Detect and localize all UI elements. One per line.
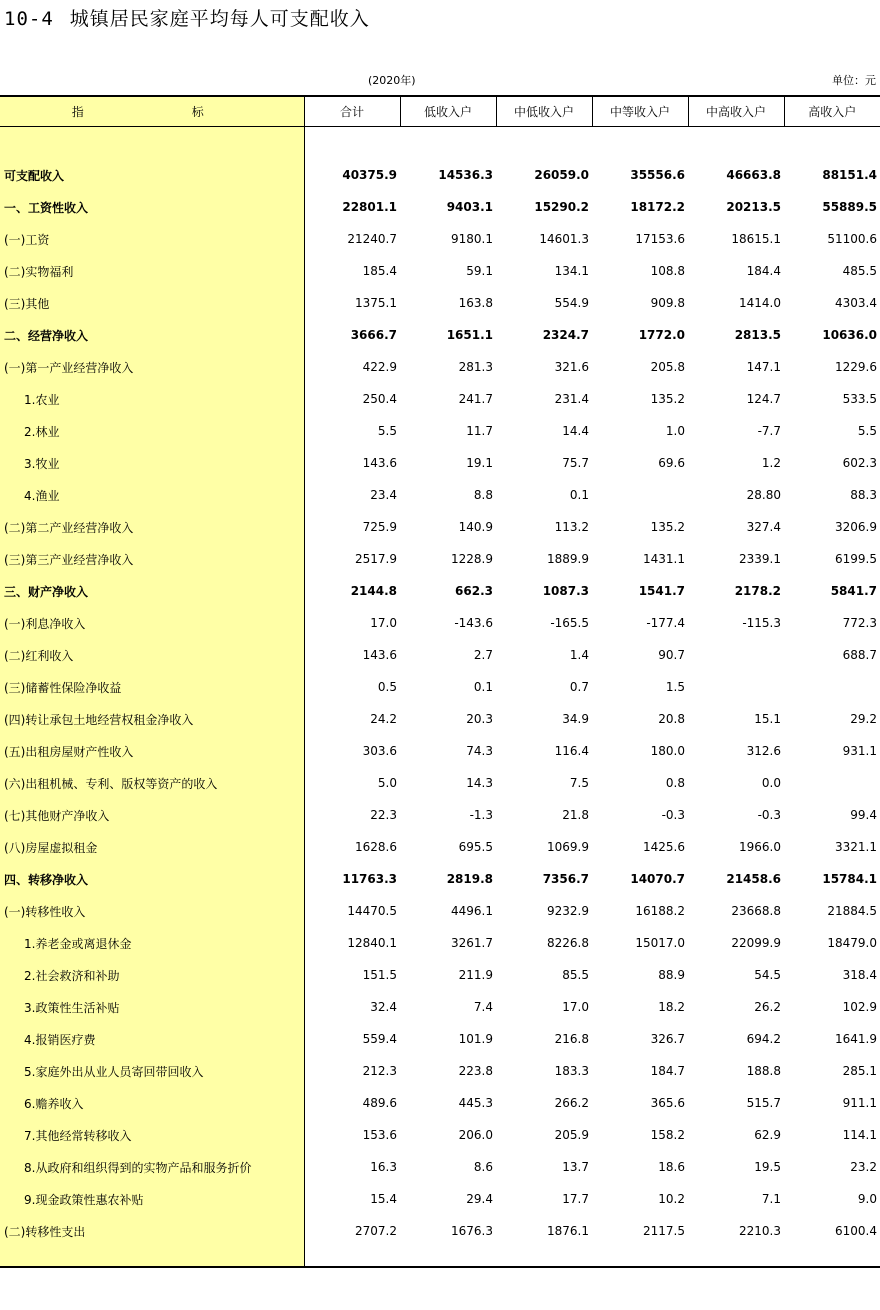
value-cell: 143.6 [362, 456, 397, 470]
value-cell: 303.6 [362, 744, 397, 758]
value-cell: 515.7 [746, 1096, 781, 1110]
row-label: (四)转让承包土地经营权租金净收入 [0, 703, 304, 735]
value-cell: 318.4 [842, 968, 877, 982]
value-cell: 2339.1 [739, 552, 781, 566]
closing-row [0, 1247, 880, 1267]
row-label: 5.家庭外出从业人员寄回带回收入 [0, 1055, 304, 1087]
value-cell: 1889.9 [547, 552, 589, 566]
table-row [0, 767, 880, 799]
value-cell: 69.6 [658, 456, 685, 470]
header-row [0, 96, 880, 127]
value-cell: 23668.8 [731, 904, 781, 918]
row-label: (一)转移性收入 [0, 895, 304, 927]
value-cell: 16188.2 [635, 904, 685, 918]
value-cell: 62.9 [754, 1128, 781, 1142]
value-cell: 2819.8 [446, 872, 493, 886]
value-cell: 4496.1 [451, 904, 493, 918]
value-cell: 3321.1 [835, 840, 877, 854]
value-cell: 163.8 [458, 296, 493, 310]
value-cell: 75.7 [562, 456, 589, 470]
value-cell: 0.0 [761, 776, 781, 790]
table-row [0, 447, 880, 479]
value-cell: 18172.2 [630, 200, 685, 214]
value-cell: 114.1 [842, 1128, 877, 1142]
column-header-middle: 中等收入户 [592, 96, 688, 127]
value-cell: 662.3 [455, 584, 493, 598]
value-cell: 1.0 [665, 424, 685, 438]
value-cell: 90.7 [658, 648, 685, 662]
value-cell: 184.7 [650, 1064, 685, 1078]
table-row [0, 895, 880, 927]
value-cell: 19.5 [754, 1160, 781, 1174]
value-cell: -177.4 [646, 616, 685, 630]
value-cell: 18615.1 [731, 232, 781, 246]
value-cell: 183.3 [554, 1064, 589, 1078]
value-cell: 216.8 [554, 1032, 589, 1046]
value-cell [784, 767, 880, 799]
value-cell: 489.6 [362, 1096, 397, 1110]
value-cell: 1431.1 [643, 552, 685, 566]
value-cell: 21458.6 [726, 872, 781, 886]
value-cell: 14601.3 [539, 232, 589, 246]
value-cell: 554.9 [554, 296, 589, 310]
value-cell: 140.9 [458, 520, 493, 534]
value-cell: 3666.7 [350, 328, 397, 342]
value-cell: 24.2 [370, 712, 397, 726]
value-cell: 1772.0 [638, 328, 685, 342]
row-label: (六)出租机械、专利、版权等资产的收入 [0, 767, 304, 799]
value-cell: 21884.5 [827, 904, 877, 918]
value-cell: 1641.9 [835, 1032, 877, 1046]
value-cell: 205.8 [650, 360, 685, 374]
value-cell: -165.5 [550, 616, 589, 630]
value-cell: 15017.0 [635, 936, 685, 950]
row-label: 7.其他经常转移收入 [0, 1119, 304, 1151]
value-cell: 153.6 [362, 1128, 397, 1142]
column-header-high: 高收入户 [784, 96, 880, 127]
value-cell: 2707.2 [355, 1224, 397, 1238]
table-row [0, 575, 880, 607]
value-cell: 16.3 [370, 1160, 397, 1174]
value-cell: 2117.5 [643, 1224, 685, 1238]
table-row [0, 351, 880, 383]
value-cell: 0.1 [569, 488, 589, 502]
value-cell: 55889.5 [822, 200, 877, 214]
value-cell: 602.3 [842, 456, 877, 470]
value-cell: 8.6 [473, 1160, 493, 1174]
table-row [0, 959, 880, 991]
table-body [0, 127, 880, 1268]
value-cell: 2144.8 [350, 584, 397, 598]
value-cell [592, 479, 688, 511]
value-cell: 85.5 [562, 968, 589, 982]
table-row [0, 927, 880, 959]
closing-cell [304, 1247, 880, 1267]
value-cell: 10636.0 [822, 328, 877, 342]
table-row [0, 255, 880, 287]
value-cell: 26.2 [754, 1000, 781, 1014]
value-cell: 22801.1 [342, 200, 397, 214]
row-label: (一)利息净收入 [0, 607, 304, 639]
value-cell: 911.1 [842, 1096, 877, 1110]
value-cell: 1228.9 [451, 552, 493, 566]
row-label: (七)其他财产净收入 [0, 799, 304, 831]
value-cell: 23.4 [370, 488, 397, 502]
table-row [0, 1215, 880, 1247]
column-header-lower-middle: 中低收入户 [496, 96, 592, 127]
value-cell: 422.9 [362, 360, 397, 374]
table-row [0, 319, 880, 351]
table-row [0, 191, 880, 223]
value-cell: 185.4 [362, 264, 397, 278]
value-cell: 205.9 [554, 1128, 589, 1142]
value-cell: 326.7 [650, 1032, 685, 1046]
value-cell: 1651.1 [446, 328, 493, 342]
value-cell: 1229.6 [835, 360, 877, 374]
value-cell: 11763.3 [342, 872, 397, 886]
table-row [0, 543, 880, 575]
value-cell: 7.5 [569, 776, 589, 790]
value-cell: 135.2 [650, 520, 685, 534]
value-cell: 5.5 [377, 424, 397, 438]
value-cell: 281.3 [458, 360, 493, 374]
row-label: (三)储蓄性保险净收益 [0, 671, 304, 703]
value-cell: 12840.1 [347, 936, 397, 950]
value-cell: -143.6 [454, 616, 493, 630]
table-row [0, 735, 880, 767]
table-row [0, 1151, 880, 1183]
table-number: 10-4 [4, 8, 54, 30]
row-label: 4.渔业 [0, 479, 304, 511]
value-cell: 14470.5 [347, 904, 397, 918]
value-cell: 11.7 [466, 424, 493, 438]
value-cell: 9.0 [857, 1192, 877, 1206]
value-cell: -0.3 [757, 808, 781, 822]
table-row [0, 863, 880, 895]
value-cell: 20.3 [466, 712, 493, 726]
row-label: (一)第一产业经营净收入 [0, 351, 304, 383]
value-cell: 20213.5 [726, 200, 781, 214]
spacer-cell [0, 127, 304, 160]
table-row [0, 223, 880, 255]
value-cell: 124.7 [746, 392, 781, 406]
table-row [0, 703, 880, 735]
value-cell [784, 671, 880, 703]
value-cell: 6100.4 [835, 1224, 877, 1238]
value-cell: 143.6 [362, 648, 397, 662]
value-cell: 15.4 [370, 1192, 397, 1206]
value-cell: 135.2 [650, 392, 685, 406]
row-label: (二)实物福利 [0, 255, 304, 287]
value-cell: 14536.3 [438, 168, 493, 182]
value-cell: 20.8 [658, 712, 685, 726]
value-cell: 211.9 [458, 968, 493, 982]
value-cell: 14070.7 [630, 872, 685, 886]
value-cell: 88.3 [850, 488, 877, 502]
row-label: 9.现金政策性惠农补贴 [0, 1183, 304, 1215]
value-cell: 7.1 [761, 1192, 781, 1206]
value-cell: 180.0 [650, 744, 685, 758]
value-cell: 1541.7 [638, 584, 685, 598]
value-cell: 18.6 [658, 1160, 685, 1174]
value-cell: 59.1 [466, 264, 493, 278]
value-cell: 2178.2 [734, 584, 781, 598]
value-cell: 285.1 [842, 1064, 877, 1078]
value-cell: 74.3 [466, 744, 493, 758]
column-header-upper-middle: 中高收入户 [688, 96, 784, 127]
table-row [0, 1055, 880, 1087]
table-row [0, 479, 880, 511]
value-cell: 9403.1 [446, 200, 493, 214]
column-header-total: 合计 [304, 96, 400, 127]
value-cell: 223.8 [458, 1064, 493, 1078]
value-cell: 35556.6 [630, 168, 685, 182]
row-label: (三)第三产业经营净收入 [0, 543, 304, 575]
value-cell: 0.8 [665, 776, 685, 790]
value-cell: 116.4 [554, 744, 589, 758]
value-cell: -1.3 [469, 808, 493, 822]
value-cell: 17.0 [370, 616, 397, 630]
value-cell: 54.5 [754, 968, 781, 982]
value-cell: 694.2 [746, 1032, 781, 1046]
value-cell: 312.6 [746, 744, 781, 758]
row-label: 三、财产净收入 [0, 575, 304, 607]
row-label: 1.养老金或离退休金 [0, 927, 304, 959]
value-cell: 158.2 [650, 1128, 685, 1142]
row-label: (二)转移性支出 [0, 1215, 304, 1247]
value-cell: 2210.3 [739, 1224, 781, 1238]
row-label: 4.报销医疗费 [0, 1023, 304, 1055]
value-cell: 15784.1 [822, 872, 877, 886]
value-cell: 102.9 [842, 1000, 877, 1014]
value-cell: 32.4 [370, 1000, 397, 1014]
value-cell: 88151.4 [822, 168, 877, 182]
value-cell: 1425.6 [643, 840, 685, 854]
value-cell: 28.80 [746, 488, 781, 502]
value-cell: -7.7 [757, 424, 781, 438]
table-row [0, 287, 880, 319]
table-row [0, 1119, 880, 1151]
row-label: (五)出租房屋财产性收入 [0, 735, 304, 767]
value-cell: -115.3 [742, 616, 781, 630]
value-cell: 1.4 [569, 648, 589, 662]
value-cell: 151.5 [362, 968, 397, 982]
table-row [0, 383, 880, 415]
value-cell: 18479.0 [827, 936, 877, 950]
value-cell: 113.2 [554, 520, 589, 534]
value-cell: 695.5 [458, 840, 493, 854]
value-cell: 559.4 [362, 1032, 397, 1046]
table-row [0, 511, 880, 543]
value-cell: 9232.9 [547, 904, 589, 918]
row-label: 8.从政府和组织得到的实物产品和服务折价 [0, 1151, 304, 1183]
value-cell: 206.0 [458, 1128, 493, 1142]
row-label: (一)工资 [0, 223, 304, 255]
value-cell: 29.4 [466, 1192, 493, 1206]
value-cell: 22.3 [370, 808, 397, 822]
value-cell: 14.3 [466, 776, 493, 790]
table-row [0, 1087, 880, 1119]
value-cell: 51100.6 [827, 232, 877, 246]
value-cell: 1069.9 [547, 840, 589, 854]
value-cell: 19.1 [466, 456, 493, 470]
value-cell: 184.4 [746, 264, 781, 278]
spacer-cell [304, 127, 880, 160]
table-row [0, 415, 880, 447]
table-row [0, 799, 880, 831]
row-label: 四、转移净收入 [0, 863, 304, 895]
value-cell: 1.2 [761, 456, 781, 470]
value-cell: 5.5 [857, 424, 877, 438]
value-cell: 134.1 [554, 264, 589, 278]
value-cell: 365.6 [650, 1096, 685, 1110]
value-cell: 5841.7 [830, 584, 877, 598]
value-cell: 17153.6 [635, 232, 685, 246]
value-cell: 17.7 [562, 1192, 589, 1206]
value-cell: 21.8 [562, 808, 589, 822]
value-cell: 8.8 [473, 488, 493, 502]
value-cell: 147.1 [746, 360, 781, 374]
value-cell: 8226.8 [547, 936, 589, 950]
row-label: 可支配收入 [0, 159, 304, 191]
value-cell: 9180.1 [451, 232, 493, 246]
row-label: (八)房屋虚拟租金 [0, 831, 304, 863]
value-cell: 7356.7 [542, 872, 589, 886]
closing-cell [0, 1247, 304, 1267]
value-cell: 26059.0 [534, 168, 589, 182]
value-cell: 0.5 [377, 680, 397, 694]
row-label: (三)其他 [0, 287, 304, 319]
row-label: 3.牧业 [0, 447, 304, 479]
column-header-low: 低收入户 [400, 96, 496, 127]
value-cell: 18.2 [658, 1000, 685, 1014]
value-cell [688, 671, 784, 703]
value-cell: 10.2 [658, 1192, 685, 1206]
value-cell: 2813.5 [734, 328, 781, 342]
value-cell: 241.7 [458, 392, 493, 406]
year-note: (2020年) [368, 74, 416, 87]
column-header-indicator: 指 标 [0, 96, 304, 127]
value-cell: 0.1 [473, 680, 493, 694]
value-cell: 188.8 [746, 1064, 781, 1078]
value-cell: 1966.0 [739, 840, 781, 854]
value-cell: 533.5 [842, 392, 877, 406]
value-cell: 23.2 [850, 1160, 877, 1174]
value-cell: 327.4 [746, 520, 781, 534]
row-label: 2.社会救济和补助 [0, 959, 304, 991]
unit-note: 单位：元 [832, 74, 876, 87]
value-cell: 108.8 [650, 264, 685, 278]
value-cell: 725.9 [362, 520, 397, 534]
income-table [0, 95, 880, 1268]
value-cell: 3206.9 [835, 520, 877, 534]
value-cell: 46663.8 [726, 168, 781, 182]
table-row [0, 1183, 880, 1215]
value-cell: 266.2 [554, 1096, 589, 1110]
value-cell: 3261.7 [451, 936, 493, 950]
value-cell: 34.9 [562, 712, 589, 726]
value-cell: 15290.2 [534, 200, 589, 214]
value-cell: 4303.4 [835, 296, 877, 310]
value-cell: 5.0 [377, 776, 397, 790]
value-cell: 101.9 [458, 1032, 493, 1046]
spacer-row [0, 127, 880, 160]
value-cell: 2324.7 [542, 328, 589, 342]
value-cell: 231.4 [554, 392, 589, 406]
value-cell: 1087.3 [542, 584, 589, 598]
table-row [0, 831, 880, 863]
value-cell: 29.2 [850, 712, 877, 726]
value-cell: 212.3 [362, 1064, 397, 1078]
value-cell: 909.8 [650, 296, 685, 310]
value-cell: 13.7 [562, 1160, 589, 1174]
value-cell: 445.3 [458, 1096, 493, 1110]
value-cell: 485.5 [842, 264, 877, 278]
row-label: 一、工资性收入 [0, 191, 304, 223]
value-cell: 321.6 [554, 360, 589, 374]
value-cell: 21240.7 [347, 232, 397, 246]
value-cell: -0.3 [661, 808, 685, 822]
value-cell: 931.1 [842, 744, 877, 758]
value-cell: 17.0 [562, 1000, 589, 1014]
value-cell: 6199.5 [835, 552, 877, 566]
value-cell: 22099.9 [731, 936, 781, 950]
value-cell: 7.4 [473, 1000, 493, 1014]
table-row [0, 159, 880, 191]
table-title [4, 4, 370, 31]
row-label: 3.政策性生活补贴 [0, 991, 304, 1023]
row-label: 二、经营净收入 [0, 319, 304, 351]
value-cell: 688.7 [842, 648, 877, 662]
value-cell: 1.5 [665, 680, 685, 694]
value-cell: 88.9 [658, 968, 685, 982]
value-cell: 2.7 [473, 648, 493, 662]
value-cell: 14.4 [562, 424, 589, 438]
table-row [0, 991, 880, 1023]
row-label: (二)第二产业经营净收入 [0, 511, 304, 543]
value-cell: 1628.6 [355, 840, 397, 854]
value-cell: 40375.9 [342, 168, 397, 182]
value-cell: 99.4 [850, 808, 877, 822]
table-title-text: 城镇居民家庭平均每人可支配收入 [69, 8, 370, 30]
row-label: 1.农业 [0, 383, 304, 415]
row-label: 6.赡养收入 [0, 1087, 304, 1119]
table-row [0, 1023, 880, 1055]
table-row [0, 671, 880, 703]
value-cell: 1876.1 [547, 1224, 589, 1238]
row-label: (二)红利收入 [0, 639, 304, 671]
value-cell: 15.1 [754, 712, 781, 726]
value-cell: 1676.3 [451, 1224, 493, 1238]
value-cell: 1375.1 [355, 296, 397, 310]
value-cell [688, 639, 784, 671]
value-cell: 772.3 [842, 616, 877, 630]
value-cell: 1414.0 [739, 296, 781, 310]
table-row [0, 607, 880, 639]
value-cell: 250.4 [362, 392, 397, 406]
row-label: 2.林业 [0, 415, 304, 447]
value-cell: 2517.9 [355, 552, 397, 566]
value-cell: 0.7 [569, 680, 589, 694]
table-row [0, 639, 880, 671]
